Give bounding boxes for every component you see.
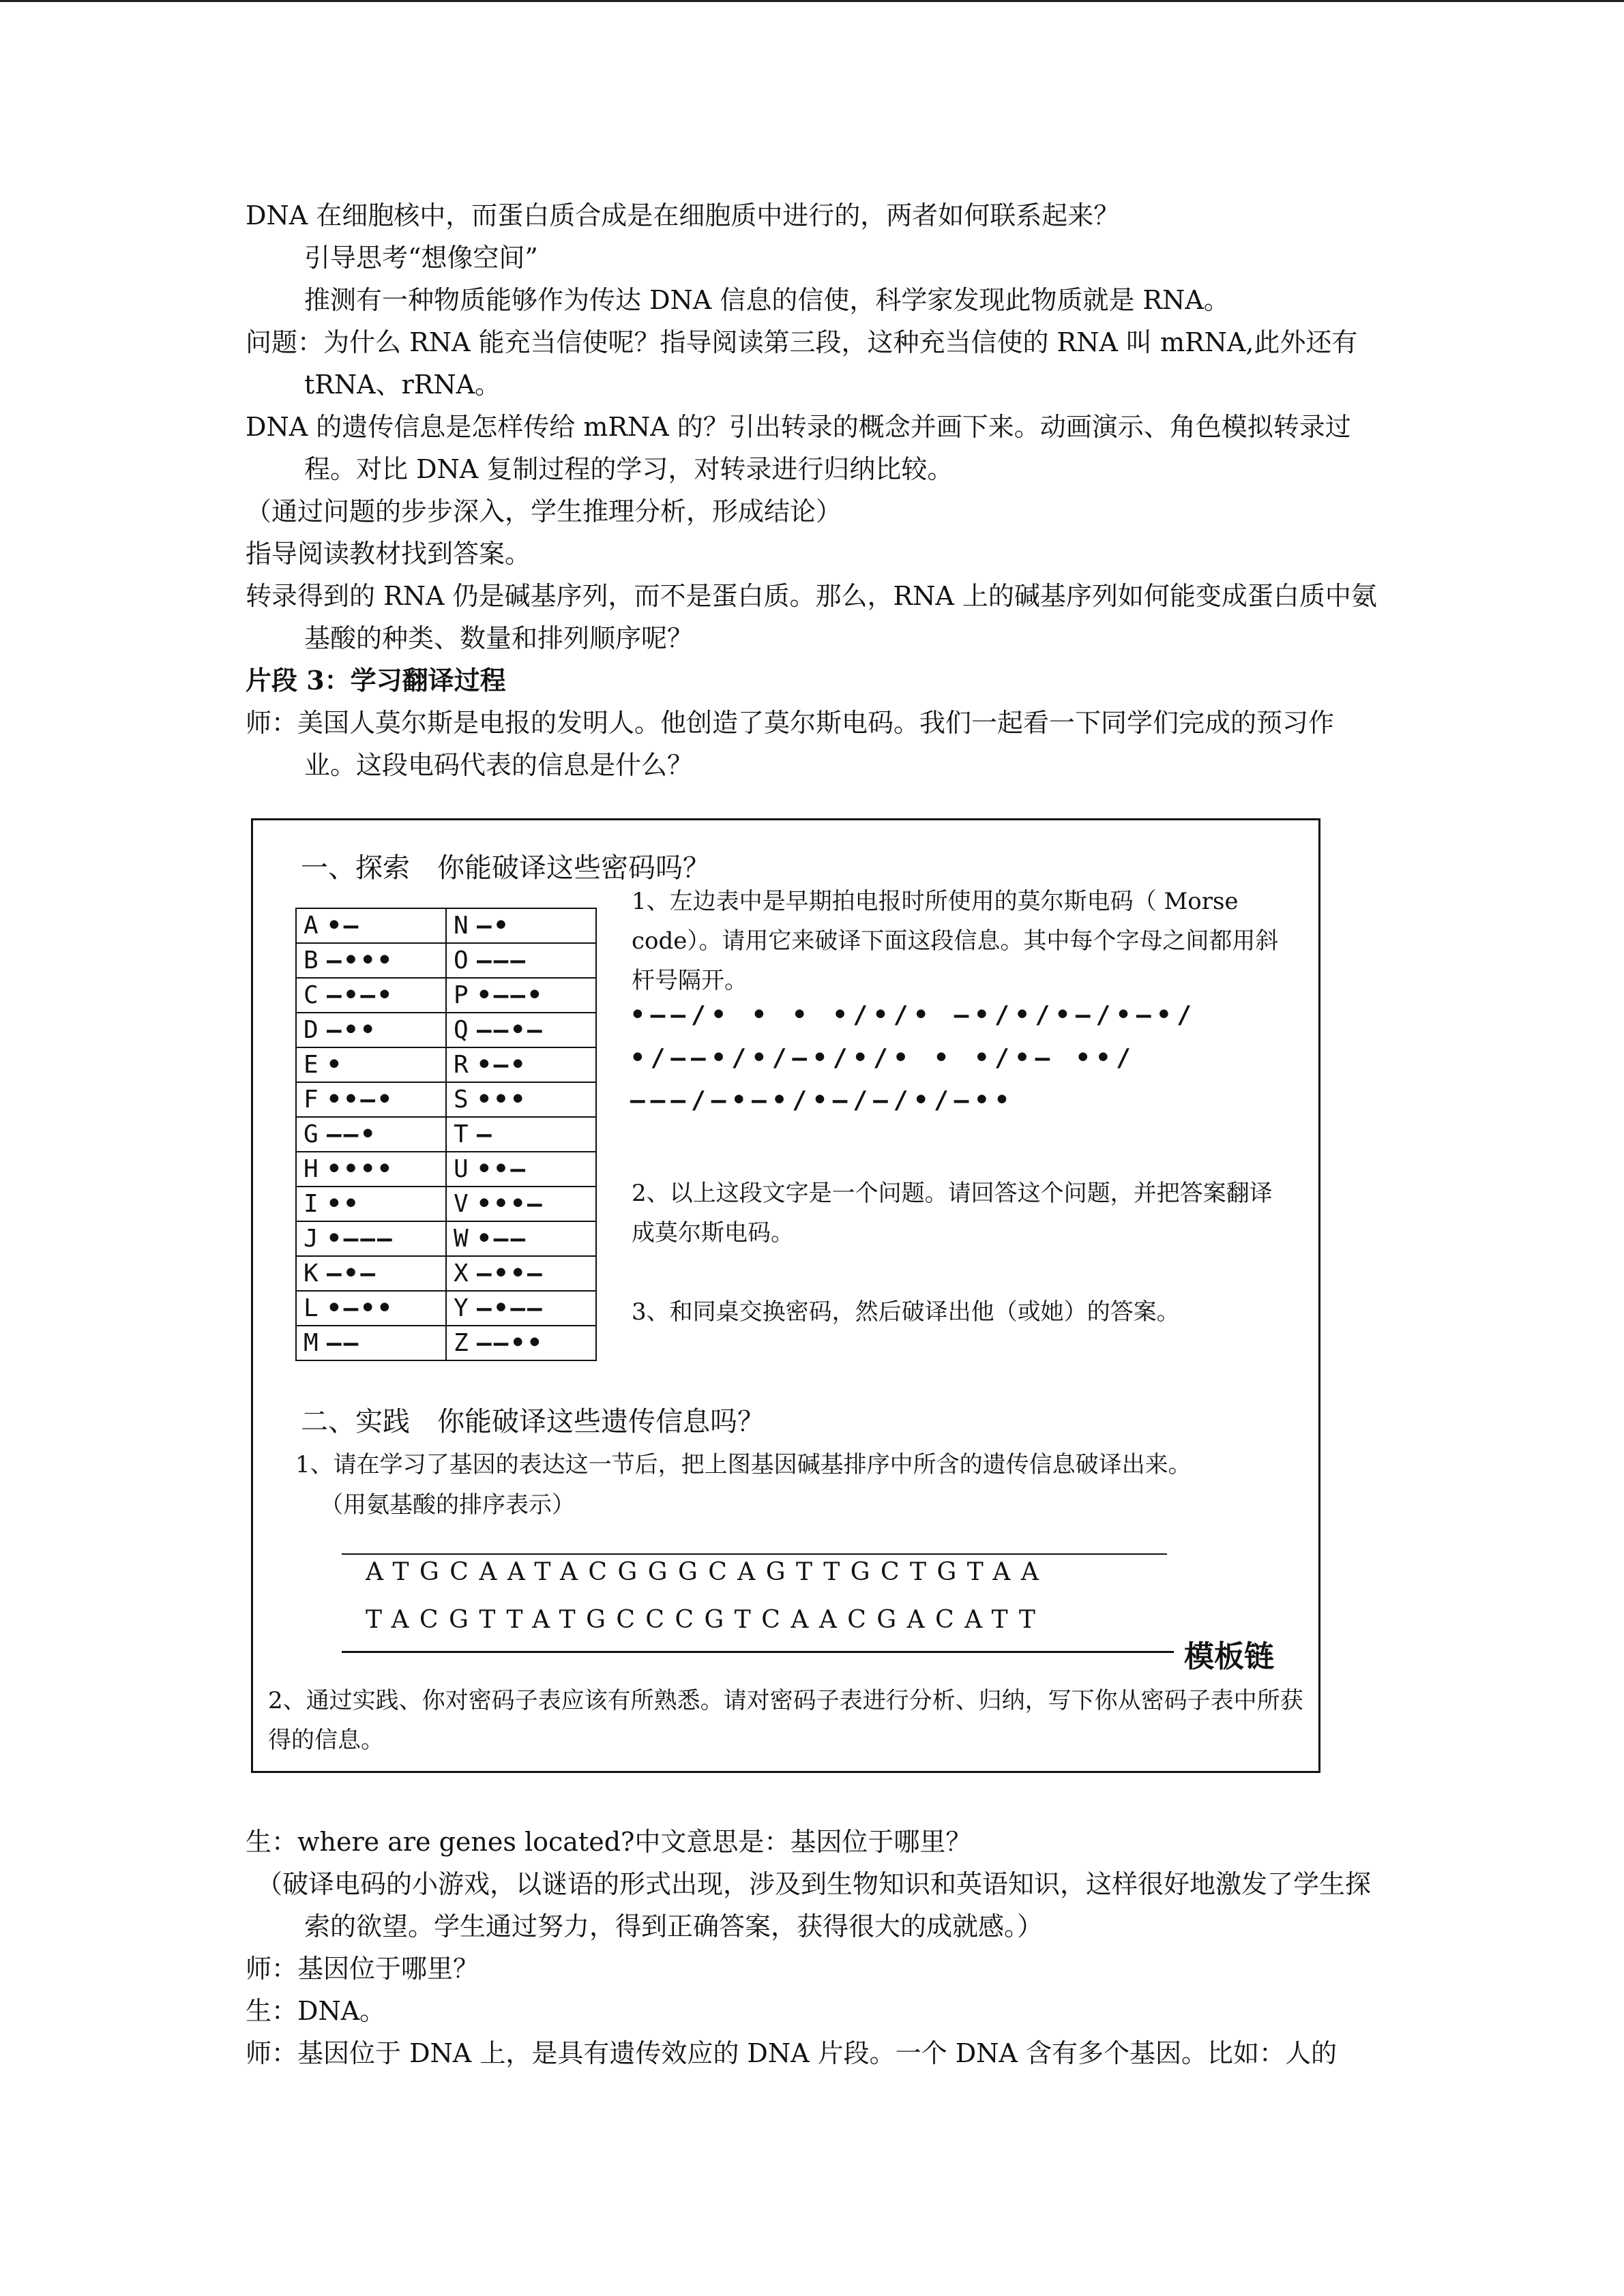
morse-letter: Q xyxy=(454,1016,469,1044)
morse-letter: U xyxy=(454,1155,469,1183)
morse-table-row xyxy=(296,1152,596,1187)
morse-table-row xyxy=(296,1013,596,1047)
paragraph: 引导思考“想像空间” xyxy=(304,243,538,273)
template-strand-label: 模板链 xyxy=(1184,1639,1274,1674)
paragraph: DNA 在细胞核中，而蛋白质合成是在细胞质中进行的，两者如何联系起来？ xyxy=(246,200,1120,230)
paragraph: 师：美国人莫尔斯是电报的发明人。他创造了莫尔斯电码。我们一起看一下同学们完成的预习作业。这段电码代表的信息是什么？ xyxy=(246,708,1335,780)
morse-table-cell xyxy=(296,1082,446,1117)
morse-table-row xyxy=(296,908,596,943)
morse-letter: I xyxy=(304,1190,319,1218)
morse-letter: C xyxy=(304,981,319,1009)
morse-letter: B xyxy=(304,946,319,974)
morse-letter: M xyxy=(304,1329,319,1357)
morse-letter: J xyxy=(304,1225,319,1253)
morse-code: —•— xyxy=(327,1259,378,1287)
paragraph: 问题：为什么 RNA 能充当信使呢？指导阅读第三段，这种充当信使的 RNA 叫 mRNA,此外还有 tRNA、rRNA。 xyxy=(246,327,1358,400)
paragraph: 生：DNA。 xyxy=(246,1996,386,2026)
morse-code: ——• xyxy=(327,1120,378,1148)
morse-code: —— xyxy=(327,1329,361,1357)
document-body xyxy=(246,194,1385,786)
strand-top-line xyxy=(342,1553,1167,1555)
morse-table-cell xyxy=(446,1221,596,1256)
morse-table-row xyxy=(296,1187,596,1221)
morse-table-cell xyxy=(296,1221,446,1256)
morse-table-cell xyxy=(296,978,446,1013)
morse-code: ——•— xyxy=(477,1016,544,1044)
morse-table-cell xyxy=(446,1047,596,1082)
morse-letter: A xyxy=(304,912,319,940)
morse-table-row xyxy=(296,943,596,978)
morse-letter: T xyxy=(454,1120,469,1148)
morse-letter: R xyxy=(454,1051,469,1079)
paragraph: 师：基因位于哪里？ xyxy=(246,1954,479,1984)
morse-table-row xyxy=(296,1256,596,1291)
paragraph: 转录得到的 RNA 仍是碱基序列，而不是蛋白质。那么，RNA 上的碱基序列如何能变成蛋白质中氨基酸的种类、数量和排列顺序呢？ xyxy=(246,581,1377,653)
morse-code: ——•• xyxy=(477,1329,544,1357)
morse-code: —••— xyxy=(477,1259,544,1287)
morse-table-cell xyxy=(446,1082,596,1117)
morse-table-row xyxy=(296,978,596,1013)
question-2: 2、以上这段文字是一个问题。请回答这个问题，并把答案翻译成莫尔斯电码。 xyxy=(632,1180,1273,1247)
morse-code: •——• xyxy=(477,981,544,1009)
morse-letter: G xyxy=(304,1120,319,1148)
morse-code: —• xyxy=(477,912,511,940)
morse-message-line-1: •——/• • • •/•/• —•/•/•—/•—•/ xyxy=(630,1001,1197,1029)
paragraph: 生：where are genes located?中文意思是：基因位于哪里？ xyxy=(246,1827,972,1857)
morse-code: •••— xyxy=(477,1190,544,1218)
morse-table-cell xyxy=(446,1013,596,1047)
morse-table-row xyxy=(296,1082,596,1117)
paragraph: 推测有一种物质能够作为传达 DNA 信息的信使，科学家发现此物质就是 RNA。 xyxy=(304,285,1230,315)
question-4-note: （用氨基酸的排序表示） xyxy=(320,1491,575,1519)
morse-table-cell xyxy=(296,1117,446,1152)
morse-code: •—• xyxy=(477,1051,528,1079)
morse-table-row xyxy=(296,1291,596,1326)
morse-letter: H xyxy=(304,1155,319,1183)
question-4: 1、请在学习了基因的表达这一节后，把上图基因碱基排序中所含的遗传信息破译出来。 xyxy=(295,1451,1192,1478)
morse-code: —•—— xyxy=(477,1294,544,1322)
morse-table-cell xyxy=(446,978,596,1013)
worksheet-box xyxy=(251,818,1320,1773)
question-1: 1、左边表中是早期拍电报时所使用的莫尔斯电码（ Morse code）。请用它来破译下面这段信息。其中每个字母之间都用斜杆号隔开。 xyxy=(632,888,1279,994)
morse-table-cell xyxy=(446,1326,596,1360)
morse-code: • xyxy=(327,1051,344,1079)
paragraph: 指导阅读教材找到答案。 xyxy=(246,539,531,569)
morse-code: •—— xyxy=(477,1225,528,1253)
morse-code: —•• xyxy=(327,1016,378,1044)
morse-letter: P xyxy=(454,981,469,1009)
morse-table-cell xyxy=(446,1256,596,1291)
morse-table-cell xyxy=(296,1256,446,1291)
morse-letter: D xyxy=(304,1016,319,1044)
morse-letter: W xyxy=(454,1225,469,1253)
morse-table-cell xyxy=(296,943,446,978)
morse-code: ••• xyxy=(477,1086,528,1114)
morse-letter: V xyxy=(454,1190,469,1218)
paragraph: 师：基因位于 DNA 上，是具有遗传效应的 DNA 片段。一个 DNA 含有多个基因。比如：人的 xyxy=(246,2038,1337,2068)
morse-table-row xyxy=(296,1117,596,1152)
morse-code: •• xyxy=(327,1190,361,1218)
morse-code: ——— xyxy=(477,946,528,974)
paragraph: DNA 的遗传信息是怎样传给 mRNA 的？引出转录的概念并画下来。动画演示、角色模拟转录过程。对比 DNA 复制过程的学习，对转录进行归纳比较。 xyxy=(246,412,1351,484)
morse-message-line-2: •/——•/•/—•/•/• • •/•— ••/ xyxy=(630,1044,1136,1072)
morse-table-row xyxy=(296,1221,596,1256)
section-heading: 片段 3：学习翻译过程 xyxy=(246,665,506,696)
morse-table-row xyxy=(296,1047,596,1082)
morse-code: —••• xyxy=(327,946,394,974)
morse-table-cell xyxy=(296,1291,446,1326)
section2-title: 二、实践 你能破译这些遗传信息吗？ xyxy=(301,1406,765,1437)
morse-table-cell xyxy=(296,1187,446,1221)
page-top-border xyxy=(0,0,1624,2)
template-strand: TACGTTATGCCCGTCAACGACATT xyxy=(366,1606,1046,1634)
coding-strand: ATGCAATACGGGCAGTTGCTGTAA xyxy=(366,1558,1050,1586)
morse-table-cell xyxy=(296,1047,446,1082)
morse-code: ••— xyxy=(477,1155,528,1183)
paragraph: （破译电码的小游戏，以谜语的形式出现，涉及到生物知识和英语知识，这样很好地激发了学生探索的欲望。学生通过努力，得到正确答案，获得很大的成就感。） xyxy=(256,1869,1372,1941)
paragraph: （通过问题的步步深入，学生推理分析，形成结论） xyxy=(246,496,842,526)
morse-code: •——— xyxy=(327,1225,394,1253)
morse-table-cell xyxy=(296,1013,446,1047)
morse-code: ••—• xyxy=(327,1086,394,1114)
strand-bottom-line xyxy=(342,1651,1174,1653)
section1-title: 一、探索 你能破译这些密码吗？ xyxy=(301,852,710,884)
morse-table-cell xyxy=(446,1152,596,1187)
morse-letter: N xyxy=(454,912,469,940)
morse-letter: Z xyxy=(454,1329,469,1357)
morse-letter: O xyxy=(454,946,469,974)
question-5: 2、通过实践、你对密码子表应该有所熟悉。请对密码子表进行分析、归纳，写下你从密码子表中所获得的信息。 xyxy=(268,1687,1303,1754)
morse-code: — xyxy=(477,1120,494,1148)
morse-letter: S xyxy=(454,1086,469,1114)
morse-letter: F xyxy=(304,1086,319,1114)
morse-code: •—•• xyxy=(327,1294,394,1322)
morse-table-cell xyxy=(446,908,596,943)
question-3: 3、和同桌交换密码，然后破译出他（或她）的答案。 xyxy=(632,1298,1180,1326)
morse-message-line-3: ———/—•—•/•—/—/•/—•• xyxy=(630,1086,1015,1114)
morse-table-cell xyxy=(446,1187,596,1221)
morse-letter: X xyxy=(454,1259,469,1287)
morse-code: —•—• xyxy=(327,981,394,1009)
morse-letter: E xyxy=(304,1051,319,1079)
morse-table-row xyxy=(296,1326,596,1360)
morse-table-cell xyxy=(446,1291,596,1326)
morse-letter: L xyxy=(304,1294,319,1322)
document-body-continued xyxy=(246,1821,1385,2074)
morse-table-cell xyxy=(446,943,596,978)
morse-code: •••• xyxy=(327,1155,394,1183)
morse-letter: K xyxy=(304,1259,319,1287)
morse-table-cell xyxy=(296,1152,446,1187)
morse-table-cell xyxy=(296,1326,446,1360)
morse-code-table xyxy=(295,908,597,1361)
morse-code: •— xyxy=(327,912,361,940)
morse-table-cell xyxy=(296,908,446,943)
morse-table-cell xyxy=(446,1117,596,1152)
morse-letter: Y xyxy=(454,1294,469,1322)
